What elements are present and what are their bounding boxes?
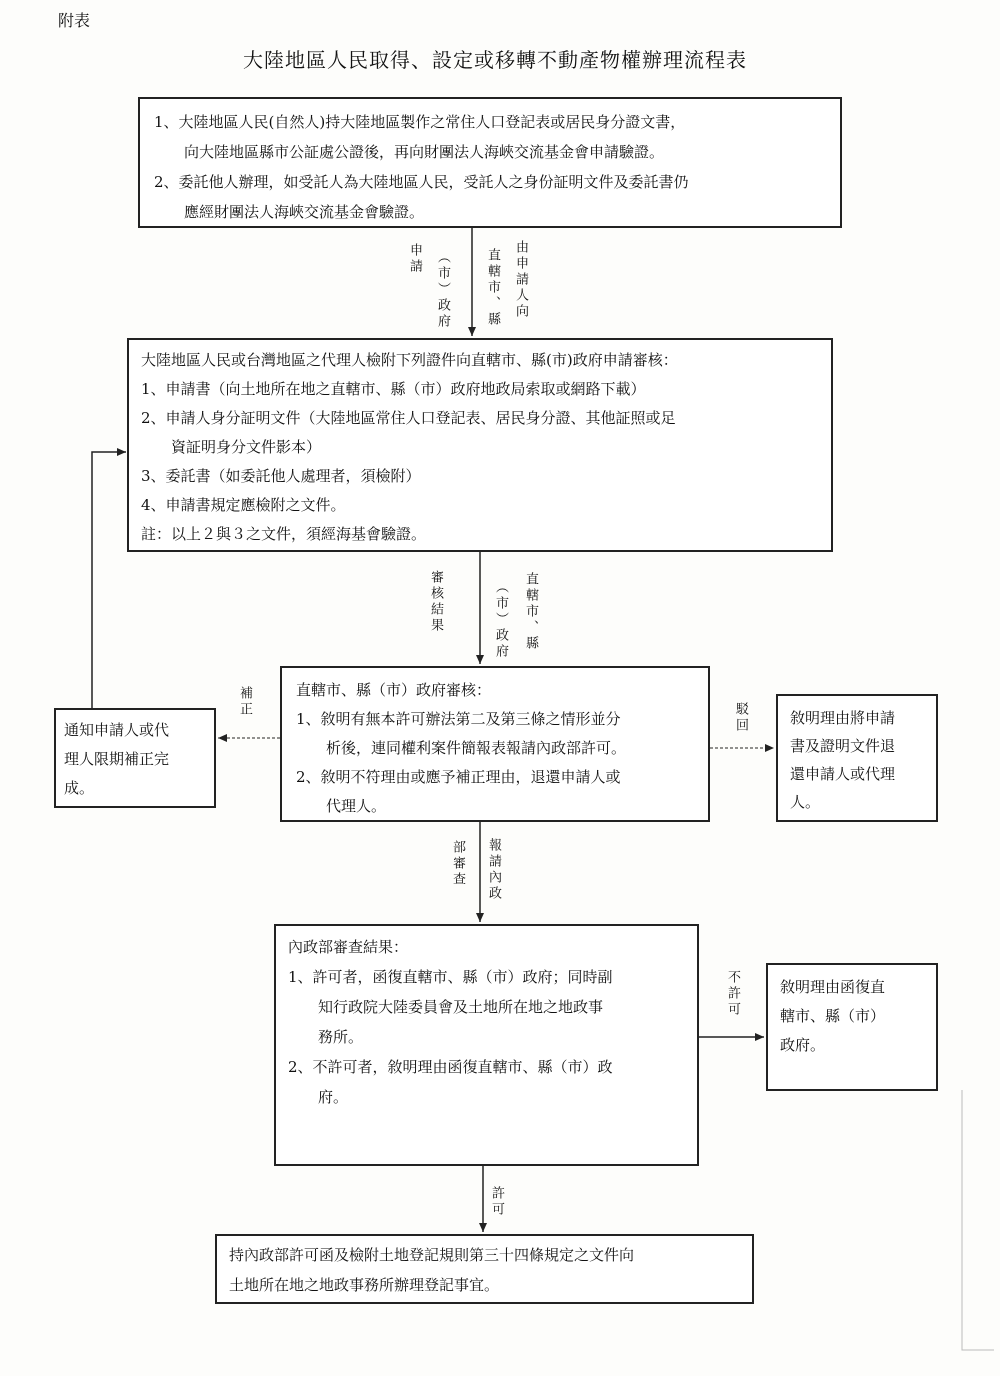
box2-line: 註：以上２與３之文件，須經海基會驗證。 [141,525,427,543]
box3-line: 析後，連同權利案件簡報表報請內政部許可。 [326,739,627,757]
box4-line: 內政部審查結果： [288,938,409,956]
reject-line: 人。 [790,793,821,811]
box2-line: 4、申請書規定應檢附之文件。 [141,496,346,514]
box2-line: 資証明身分文件影本） [171,438,322,456]
not-permit-line: 轄市、縣（市） [780,1007,886,1025]
arrow1-label-right2: 由申請人向 [513,240,528,320]
box1-line: 向大陸地區縣市公証處公證後，再向財團法人海峽交流基金會申請驗證。 [184,143,665,161]
appendix-label: 附表 [58,11,91,30]
scan-corner-mark [962,1090,994,1350]
step-box-eligibility [138,97,842,228]
arrow3-label-left: 部審查 [450,840,465,888]
arrow1-label-right1: 直轄市、縣 [485,248,500,328]
box2-line: 1、申請書（向土地所在地之直轄市、縣（市）政府地政局索取或網路下載） [141,380,646,398]
box2-line: 3、委託書（如委託他人處理者，須檢附） [141,467,421,485]
arrow2-label-left: 審核結果 [428,570,443,634]
box3-line: 2、敘明不符理由或應予補正理由，退還申請人或 [296,768,621,786]
box5-line: 持內政部許可函及檢附土地登記規則第三十四條規定之文件向 [229,1246,635,1264]
arrow-supplement-loop [92,452,126,708]
box1-line: 應經財團法人海峽交流基金會驗證。 [184,203,425,221]
supplement-label: 補正 [237,686,252,718]
arrow1-label-left: 申請 [407,243,422,275]
page-title: 大陸地區人民取得、設定或移轉不動產物權辦理流程表 [243,48,747,72]
supplement-line: 通知申請人或代 [64,721,170,739]
step-box-application [127,338,833,552]
box4-line: 府。 [318,1088,349,1106]
arrow4-label: 許可 [489,1186,504,1218]
step-box-reject [776,694,938,822]
box1-line: 2、委託他人辦理，如受託人為大陸地區人民，受託人之身份証明文件及委託書仍 [154,173,689,191]
box4-line: 1、許可者，函復直轄市、縣（市）政府；同時副 [288,968,613,986]
supplement-line: 理人限期補正完 [64,750,170,768]
box1-line: 1、大陸地區人民(自然人)持大陸地區製作之常住人口登記表或居民身分證文書， [154,113,686,131]
box3-line: 1、敘明有無本許可辦法第二及第三條之情形並分 [296,710,621,728]
reject-label: 駁回 [733,702,748,734]
arrow1-label-middle: （市）政府 [435,250,450,330]
reject-line: 書及證明文件退 [790,737,896,755]
arrow2-label-middle: （市）政府 [493,580,508,660]
arrow2-label-right: 直轄市、縣 [523,572,538,652]
box3-line: 直轄市、縣（市）政府審核： [296,681,492,699]
box4-line: 2、不許可者，敘明理由函復直轄市、縣（市）政 [288,1058,613,1076]
box2-line: 2、申請人身分証明文件（大陸地區常住人口登記表、居民身分證、其他証照或足 [141,409,676,427]
step-box-not-permit [766,963,938,1091]
not-permit-line: 政府。 [780,1036,826,1054]
not-permit-label: 不許可 [725,970,740,1018]
box4-line: 知行政院大陸委員會及土地所在地之地政事 [318,998,604,1016]
box5-line: 土地所在地之地政事務所辦理登記事宜。 [229,1276,500,1294]
step-box-registration [215,1234,754,1304]
box2-line: 大陸地區人民或台灣地區之代理人檢附下列證件向直轄市、縣(市)政府申請審核： [141,351,678,369]
step-box-local-review [280,666,710,822]
box4-line: 務所。 [318,1028,364,1046]
step-box-supplement [54,708,216,808]
reject-line: 敘明理由將申請 [790,709,896,727]
box3-line: 代理人。 [326,797,387,815]
reject-line: 還申請人或代理 [790,765,896,783]
supplement-line: 成。 [64,779,95,797]
step-box-ministry-review [274,924,699,1166]
not-permit-line: 敘明理由函復直 [780,978,886,996]
arrow3-label-right: 報請內政 [486,838,501,902]
